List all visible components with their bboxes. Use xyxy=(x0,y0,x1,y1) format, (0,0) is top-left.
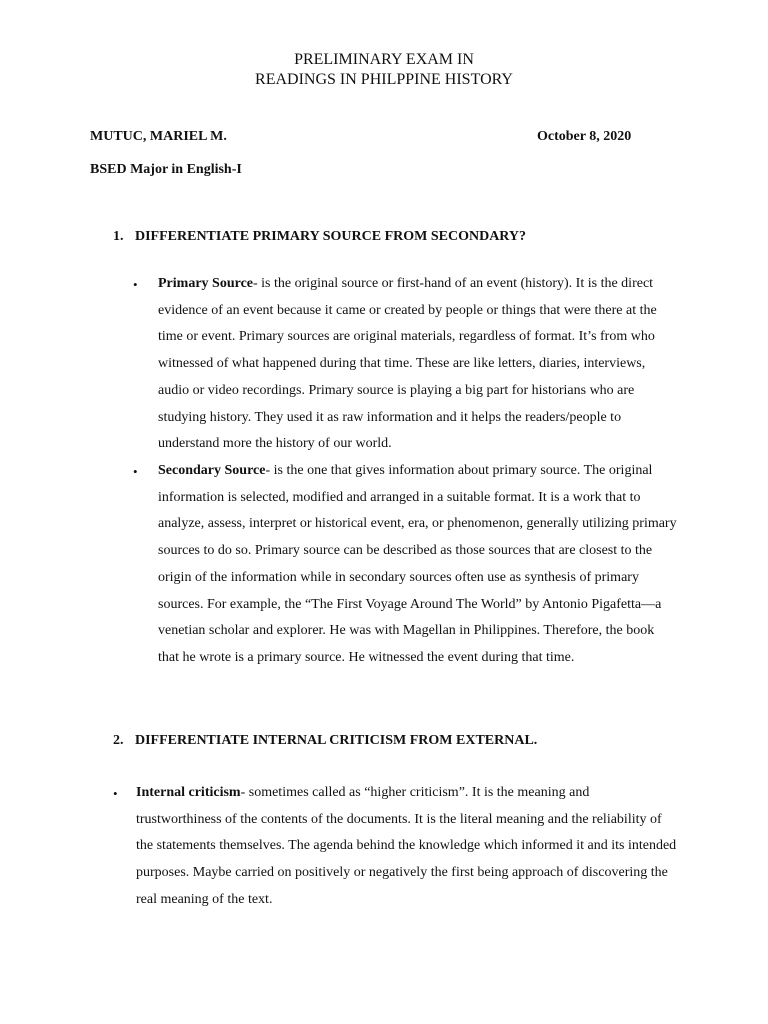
question-1-heading xyxy=(113,228,526,246)
student-name: MUTUC, MARIEL M. xyxy=(90,129,227,144)
question-number: 2. xyxy=(113,733,124,748)
definition-text: - is the original source or first-hand of an event (history). It is the direct evidence of an event because it came or created by people or things that were there at the time or event. Primary sources are original materials, regardless of format. It’s from who witnessed of what happened during that time. These are like letters, diaries, interviews, audio or video recordings. Primary source is playing a big part for historians who are studying history. They used it as raw information and it helps the readers/people to understand more the history of our world. xyxy=(158,276,657,452)
title-line-2: READINGS IN PHILPPINE HISTORY xyxy=(255,71,513,88)
question-text: DIFFERENTIATE INTERNAL CRITICISM FROM EXTERNAL. xyxy=(135,733,538,748)
primary-source-paragraph xyxy=(158,271,678,458)
term-primary-source: Primary Source xyxy=(158,276,253,291)
definition-text: - is the one that gives information about primary source. The original information is selected, modified and arranged in a suitable format. It is a work that to analyze, assess, interpret or historical event, era, or phenomenon, generally utilizing primary sources to do so. Primary source can be described as those sources that are closest to the origin of the information while in secondary sources often use as synthesis of primary sources. For example, the “The First Voyage Around The World” by Antonio Pigafetta—a venetian scholar and explorer. He was with Magellan in Philippines. Therefore, the book that he wrote is a primary source. He witnessed the event during that time. xyxy=(158,463,677,665)
question-number: 1. xyxy=(113,229,124,244)
definition-text: - sometimes called as “higher criticism”. It is the meaning and trustworthiness of the contents of the documents. It is the literal meaning and the reliability of the statements themselves. The agenda behind the knowledge which informed it and its intended purposes. Maybe carried on positively or negatively the first being approach of discovering the real meaning of the text. xyxy=(136,785,677,907)
title-line-1: PRELIMINARY EXAM IN xyxy=(294,51,474,68)
term-secondary-source: Secondary Source xyxy=(158,463,266,478)
bullet-icon: • xyxy=(113,786,118,801)
question-2-heading xyxy=(113,732,537,750)
bullet-icon: • xyxy=(133,277,138,292)
question-text: DIFFERENTIATE PRIMARY SOURCE FROM SECONDARY? xyxy=(135,229,527,244)
exam-date: October 8, 2020 xyxy=(537,129,632,144)
bullet-icon: • xyxy=(133,464,138,479)
document-title xyxy=(0,50,768,90)
course-label: BSED Major in English-I xyxy=(90,162,242,177)
secondary-source-paragraph xyxy=(158,458,678,672)
internal-criticism-paragraph xyxy=(136,780,678,914)
term-internal-criticism: Internal criticism xyxy=(136,785,241,800)
